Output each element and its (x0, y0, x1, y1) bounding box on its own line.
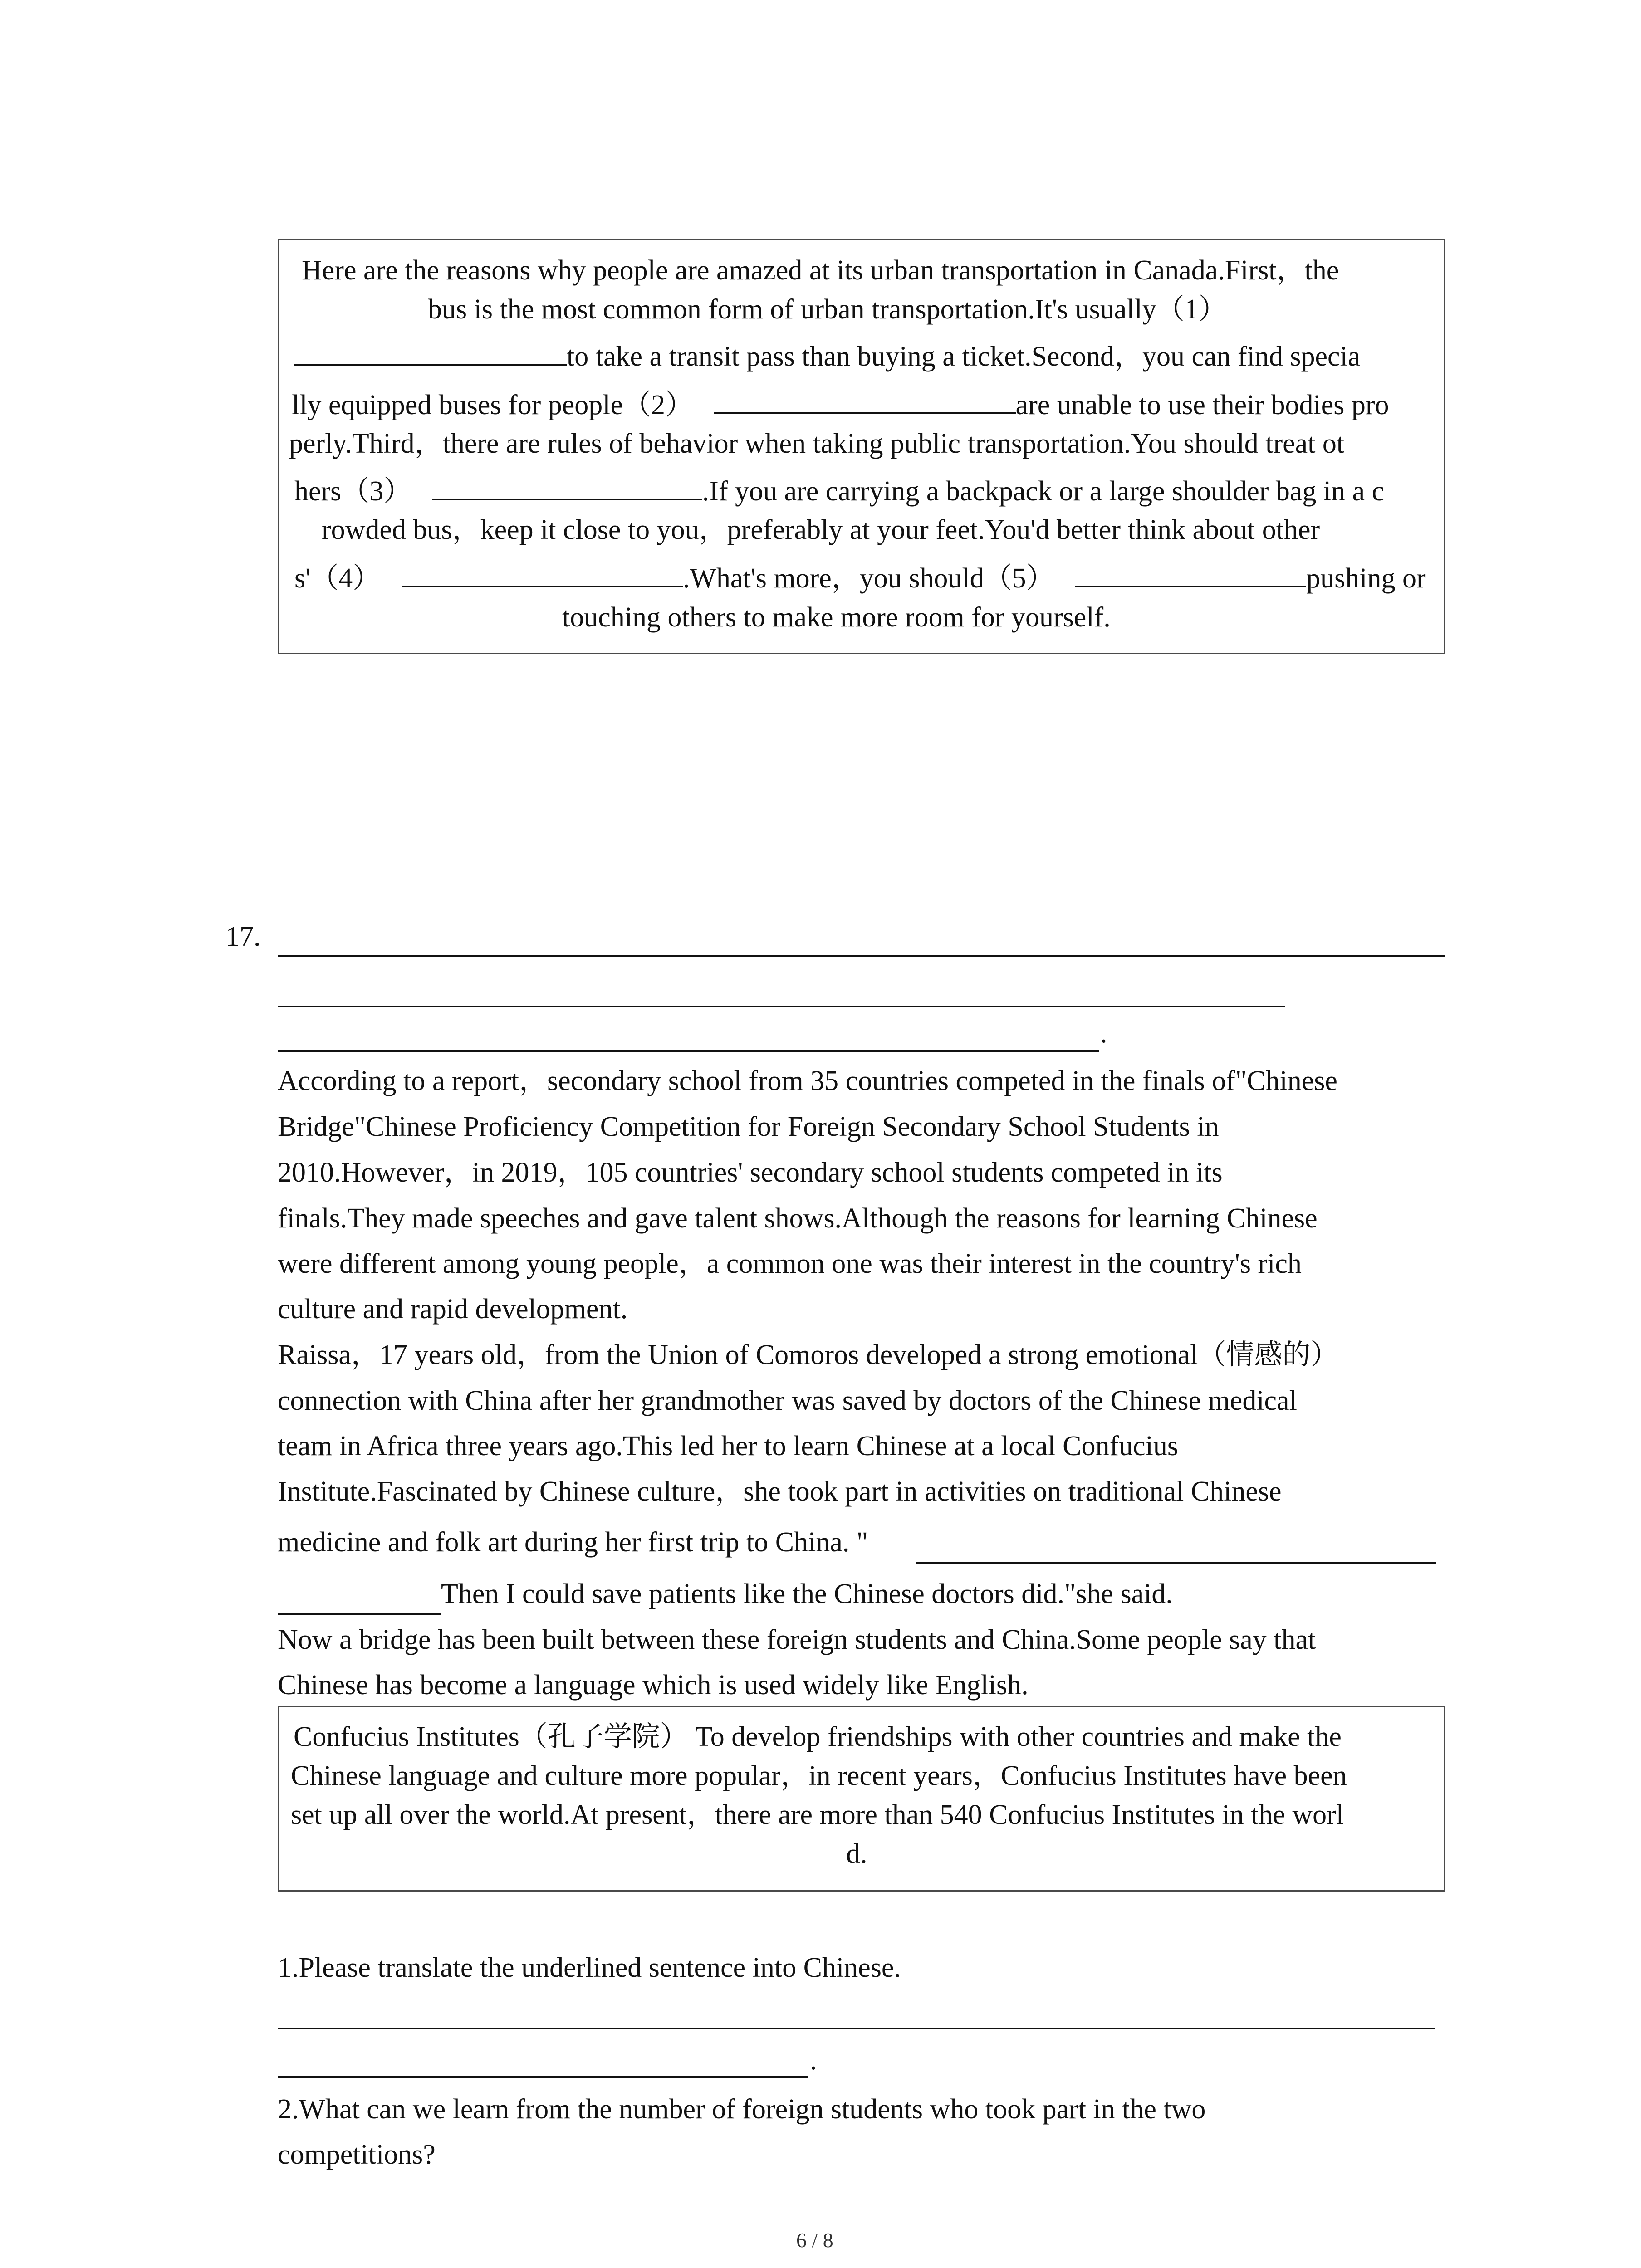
passage-line: finals.They made speeches and gave talent shows.Although the reasons for learning Chinese (278, 1203, 1318, 1234)
translation-line-1[interactable] (278, 2028, 1435, 2029)
blank-4[interactable] (402, 557, 683, 587)
passage-box (278, 239, 1445, 654)
note-line: set up all over the world.At present，there are more than 540 Confucius Institutes in the worl (291, 1799, 1344, 1830)
blank-1[interactable] (294, 336, 567, 366)
passage-line: Raissa，17 years old，from the Union of Comoros developed a strong emotional（情感的） (278, 1339, 1339, 1370)
note-box (278, 1706, 1445, 1892)
passage-line: connection with China after her grandmother was saved by doctors of the Chinese medical (278, 1385, 1297, 1416)
box-line-7: rowded bus，keep it close to you，preferably at your feet.You'd better think about other (322, 514, 1320, 545)
sub-question-1: 1.Please translate the underlined sentence into Chinese. (278, 1952, 901, 1983)
note-line: d. (846, 1838, 867, 1869)
passage-line: Bridge"Chinese Proficiency Competition for Foreign Secondary School Students in (278, 1111, 1219, 1142)
blank-2[interactable] (714, 384, 1016, 414)
note-line: Chinese language and culture more popular，in recent years，Confucius Institutes have been (291, 1760, 1347, 1791)
box-line-5: perly.Third，there are rules of behavior when taking public transportation.You should treat ot (289, 428, 1345, 459)
blank-5[interactable] (1075, 557, 1306, 587)
answer-period: . (1100, 1018, 1107, 1049)
answer-line-3[interactable] (278, 1050, 1099, 1052)
note-line: Confucius Institutes（孔子学院） To develop friendships with other countries and make the (294, 1721, 1342, 1752)
sub-question-2-cont: competitions? (278, 2139, 436, 2170)
passage-line: According to a report，secondary school from 35 countries competed in the finals of"Chinese (278, 1066, 1337, 1096)
blank-3[interactable] (432, 470, 702, 500)
box-line-6: hers（3） .If you are carrying a backpack or a large shoulder bag in a c (294, 469, 1384, 513)
translation-period: . (810, 2045, 817, 2076)
passage-line: were different among young people，a common one was their interest in the country's rich (278, 1248, 1302, 1279)
box-line-8: s'（4） .What's more，you should（5） pushing or (294, 557, 1426, 600)
passage-line: team in Africa three years ago.This led her to learn Chinese at a local Confucius (278, 1431, 1178, 1461)
translation-line-2[interactable] (278, 2076, 808, 2078)
passage-line: Now a bridge has been built between these foreign students and China.Some people say that (278, 1624, 1316, 1655)
underlined-blank-b[interactable] (278, 1613, 441, 1615)
box-line-1: Here are the reasons why people are amazed at its urban transportation in Canada.First，the (302, 255, 1339, 286)
box-line-9: touching others to make more room for yourself. (562, 602, 1111, 633)
passage-line: 2010.However，in 2019，105 countries' secondary school students competed in its (278, 1157, 1223, 1188)
question-number: 17. (225, 921, 261, 952)
answer-line-1[interactable] (278, 955, 1445, 957)
passage-line: Institute.Fascinated by Chinese culture，she took part in activities on traditional Chinese (278, 1476, 1282, 1507)
box-line-2: bus is the most common form of urban transportation.It's usually（1） (428, 294, 1227, 325)
passage-line: Then I could save patients like the Chinese doctors did."she said. (441, 1579, 1173, 1609)
answer-line-2[interactable] (278, 1006, 1285, 1007)
sub-question-2: 2.What can we learn from the number of foreign students who took part in the two (278, 2094, 1206, 2125)
box-line-4: lly equipped buses for people（2） are unable to use their bodies pro (292, 383, 1389, 427)
page-number: 6 / 8 (796, 2229, 833, 2252)
passage-line: culture and rapid development. (278, 1294, 628, 1325)
passage-line: medicine and folk art during her first trip to China. " (278, 1527, 868, 1558)
underlined-blank-a[interactable] (916, 1562, 1436, 1564)
box-line-3: to take a transit pass than buying a ticket.Second，you can find specia (294, 335, 1360, 378)
passage-line: Chinese has become a language which is used widely like English. (278, 1670, 1029, 1701)
